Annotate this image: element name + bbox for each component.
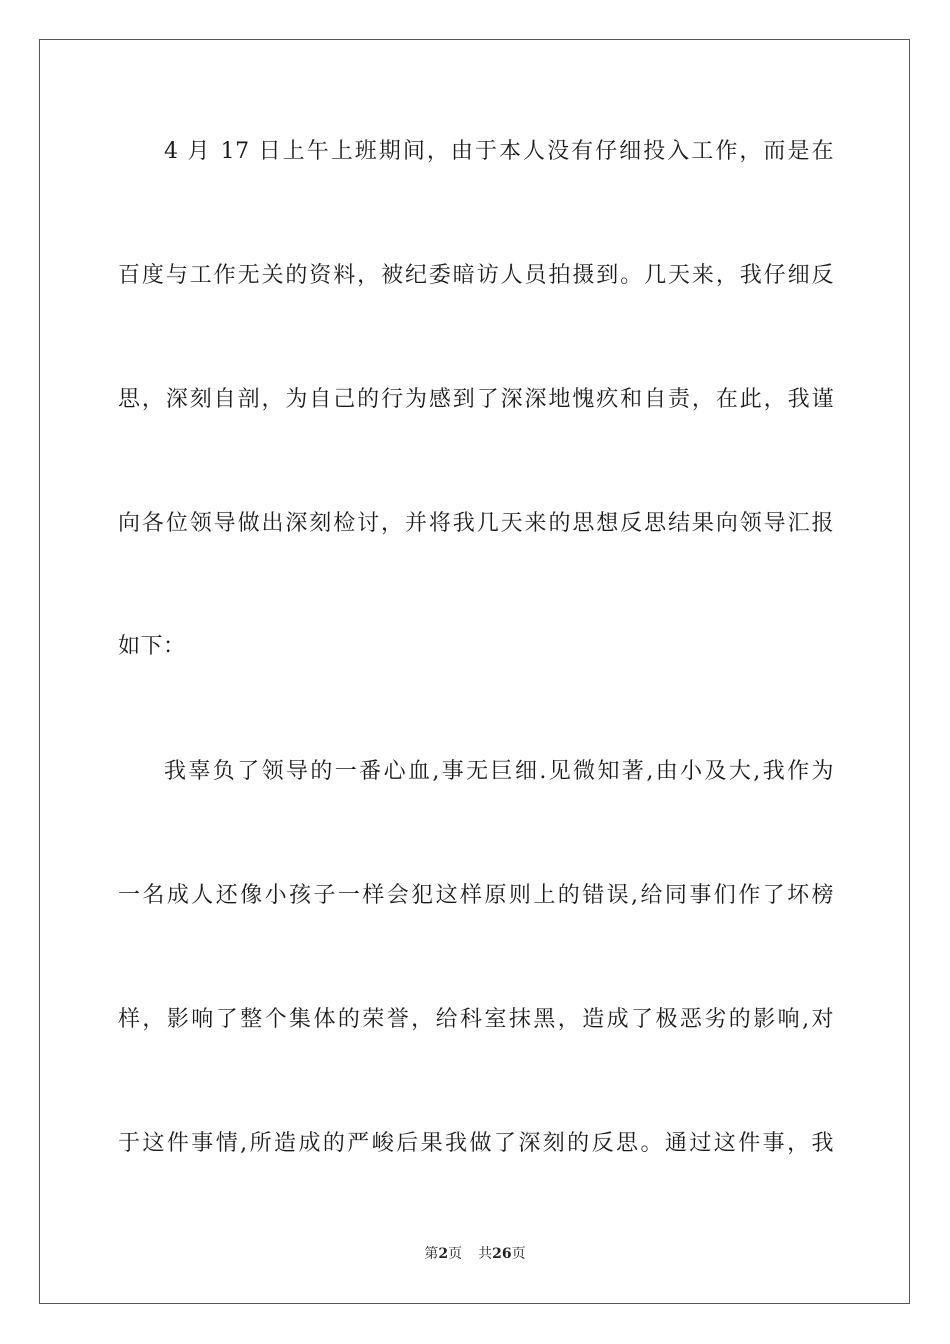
paragraph-1-line-2: 百度与工作无关的资料，被纪委暗访人员拍摄到。几天来，我仔细反: [118, 263, 834, 288]
paragraph-2-line-1: 我辜负了领导的一番心血,事无巨细.见微知著,由小及大,我作为: [164, 759, 834, 784]
footer-page-number: 2: [438, 1246, 449, 1262]
paragraph-1-line-4: 向各位领导做出深刻检讨，并将我几天来的思想反思结果向领导汇报: [118, 511, 834, 536]
footer-total-suffix: 页: [511, 1246, 526, 1262]
paragraph-1-line-5: 如下：: [118, 634, 186, 659]
footer-page-prefix: 第: [424, 1246, 439, 1262]
paragraph-2-line-2: 一名成人还像小孩子一样会犯这样原则上的错误,给同事们作了坏榜: [118, 883, 834, 908]
footer-total-number: 26: [492, 1246, 512, 1262]
page-footer: [0, 1244, 950, 1264]
page-border: [39, 39, 910, 1304]
footer-total-prefix: 共: [478, 1246, 493, 1262]
footer-page-suffix: 页: [448, 1246, 463, 1262]
paragraph-1-line-1: 4 月 17 日上午上班期间，由于本人没有仔细投入工作，而是在: [164, 139, 834, 164]
paragraph-1-line-3: 思，深刻自剖，为自己的行为感到了深深地愧疚和自责，在此，我谨: [118, 387, 834, 412]
paragraph-2-line-3: 样，影响了整个集体的荣誉，给科室抹黑，造成了极恶劣的影响,对: [118, 1007, 834, 1032]
paragraph-2-line-4: 于这件事情,所造成的严峻后果我做了深刻的反思。通过这件事，我: [118, 1131, 834, 1156]
